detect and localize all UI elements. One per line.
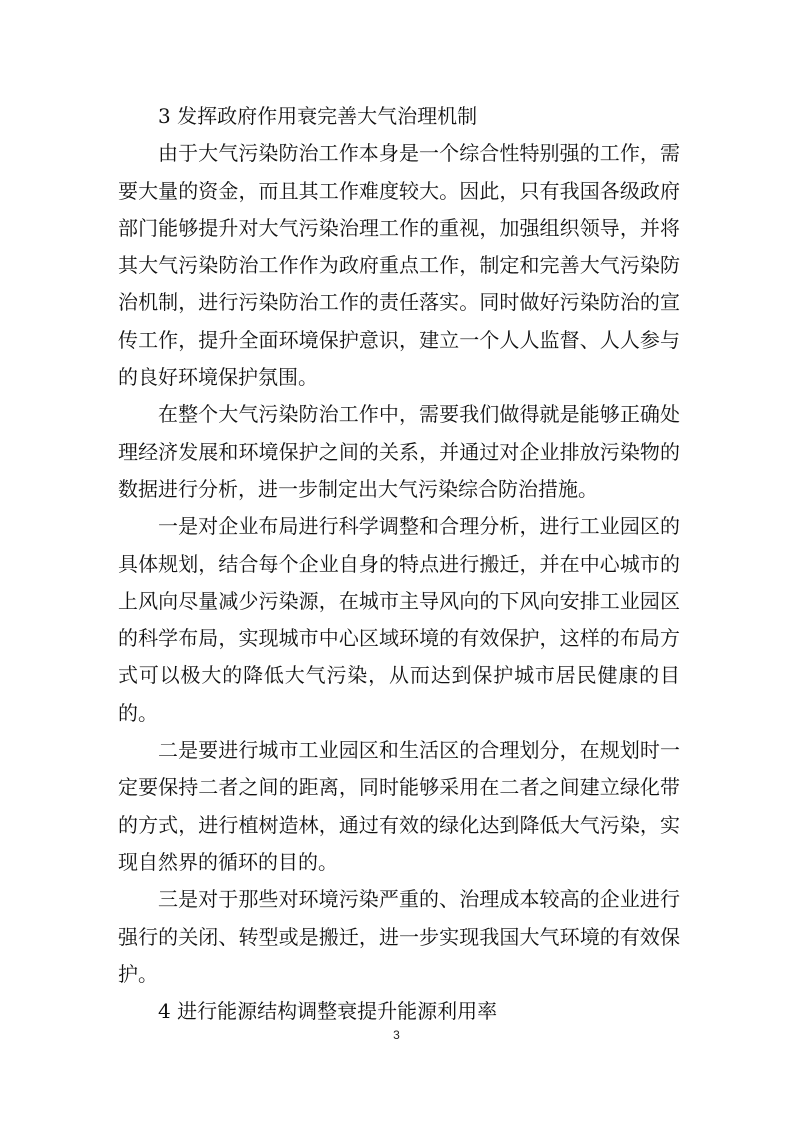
paragraph-polluting-enterprises: 三是对于那些对环境污染严重的、治理成本较高的企业进行强行的关闭、转型或是搬迁，进一步实现我国大气环境的有效保护。 bbox=[118, 887, 680, 986]
paragraph-economy-environment: 在整个大气污染防治工作中，需要我们做得就是能够正确处理经济发展和环境保护之间的关系，并通过对企业排放污染物的数据进行分析，进一步制定出大气污染综合防治措施。 bbox=[118, 402, 680, 501]
page-body bbox=[118, 98, 680, 1030]
paragraph-enterprise-layout: 一是对企业布局进行科学调整和合理分析，进行工业园区的具体规划，结合每个企业自身的特点进行搬迁，并在中心城市的上风向尽量减少污染源，在城市主导风向的下风向安排工业园区的科学布局，实现城市中心区域环境的有效保护，这样的布局方式可以极大的降低大气污染，从而达到保护城市居民健康的目的。 bbox=[118, 514, 680, 725]
paragraph-industrial-zones: 二是要进行城市工业园区和生活区的合理划分，在规划时一定要保持二者之间的距离，同时能够采用在二者之间建立绿化带的方式，进行植树造林，通过有效的绿化达到降低大气污染，实现自然界的循环的目的。 bbox=[118, 738, 680, 874]
section-heading-3: 3 发挥政府作用衰完善大气治理机制 bbox=[158, 104, 478, 128]
section-heading-4: 4 进行能源结构调整衰提升能源利用率 bbox=[158, 999, 498, 1024]
paragraph-government-role: 由于大气污染防治工作本身是一个综合性特别强的工作，需要大量的资金，而且其工作难度较大。因此，只有我国各级政府部门能够提升对大气污染治理工作的重视，加强组织领导，并将其大气污染防治工作作为政府重点工作，制定和完善大气污染防治机制，进行污染防治工作的责任落实。同时做好污染防治的宣传工作，提升全面环境保护意识，建立一个人人监督、人人参与的良好环境保护氛围。 bbox=[118, 141, 680, 390]
page-number: 3 bbox=[393, 1028, 400, 1042]
